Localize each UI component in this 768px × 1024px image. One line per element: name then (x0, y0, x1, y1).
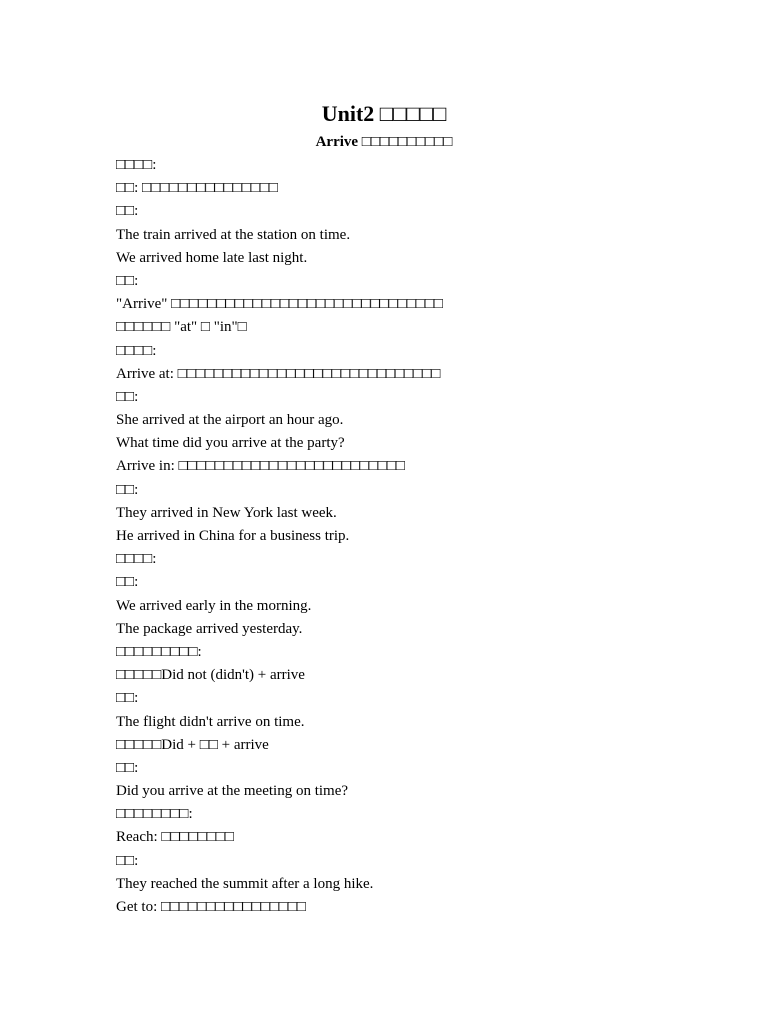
document-title: Unit2 □□□□□ (321, 101, 447, 126)
text-line: They arrived in New York last week. (116, 504, 337, 521)
text-line: Reach: □□□□□□□□ (116, 829, 234, 846)
text-line: □□: (116, 203, 139, 220)
text-line: Did you arrive at the meeting on time? (116, 783, 349, 800)
text-line: □□: (116, 574, 139, 591)
text-line: She arrived at the airport an hour ago. (116, 412, 344, 429)
text-line: □□□□: (116, 342, 157, 359)
text-line: □□: (116, 388, 139, 405)
text-line: □□: (116, 481, 139, 498)
text-line: The flight didn't arrive on time. (116, 713, 305, 730)
text-line: "Arrive" □□□□□□□□□□□□□□□□□□□□□□□□□□□□□□ (116, 296, 443, 313)
text-line: Arrive in: □□□□□□□□□□□□□□□□□□□□□□□□□ (116, 458, 405, 475)
text-line: □□□□□□ "at" □ "in"□ (116, 319, 247, 336)
text-line: Get to: □□□□□□□□□□□□□□□□ (116, 899, 306, 915)
text-line: □□: □□□□□□□□□□□□□□□ (116, 180, 278, 197)
text-line: □□□□□Did not (didn't) + arrive (116, 667, 305, 684)
text-line: □□□□: (116, 551, 157, 568)
text-line: □□□□□□□□□: (116, 643, 202, 660)
text-line: We arrived home late last night. (116, 249, 308, 266)
text-line: He arrived in China for a business trip. (116, 528, 350, 544)
text-line: □□: (116, 272, 139, 289)
text-line: □□□□: (116, 157, 157, 173)
text-line: The package arrived yesterday. (116, 620, 303, 637)
text-line: What time did you arrive at the party? (116, 435, 345, 452)
text-line: □□□□□□□□: (116, 806, 193, 823)
text-line: Arrive at: □□□□□□□□□□□□□□□□□□□□□□□□□□□□□ (116, 365, 441, 382)
document-subtitle: Arrive □□□□□□□□□□ (315, 134, 453, 150)
document-body (116, 154, 676, 919)
text-line: We arrived early in the morning. (116, 597, 312, 614)
text-line: □□: (116, 759, 139, 776)
text-line: They reached the summit after a long hike. (116, 875, 374, 892)
text-line: □□: (116, 690, 139, 707)
text-line: □□□□□Did + □□ + arrive (116, 736, 269, 753)
text-line: □□: (116, 852, 139, 869)
text-line: The train arrived at the station on time. (116, 226, 351, 243)
